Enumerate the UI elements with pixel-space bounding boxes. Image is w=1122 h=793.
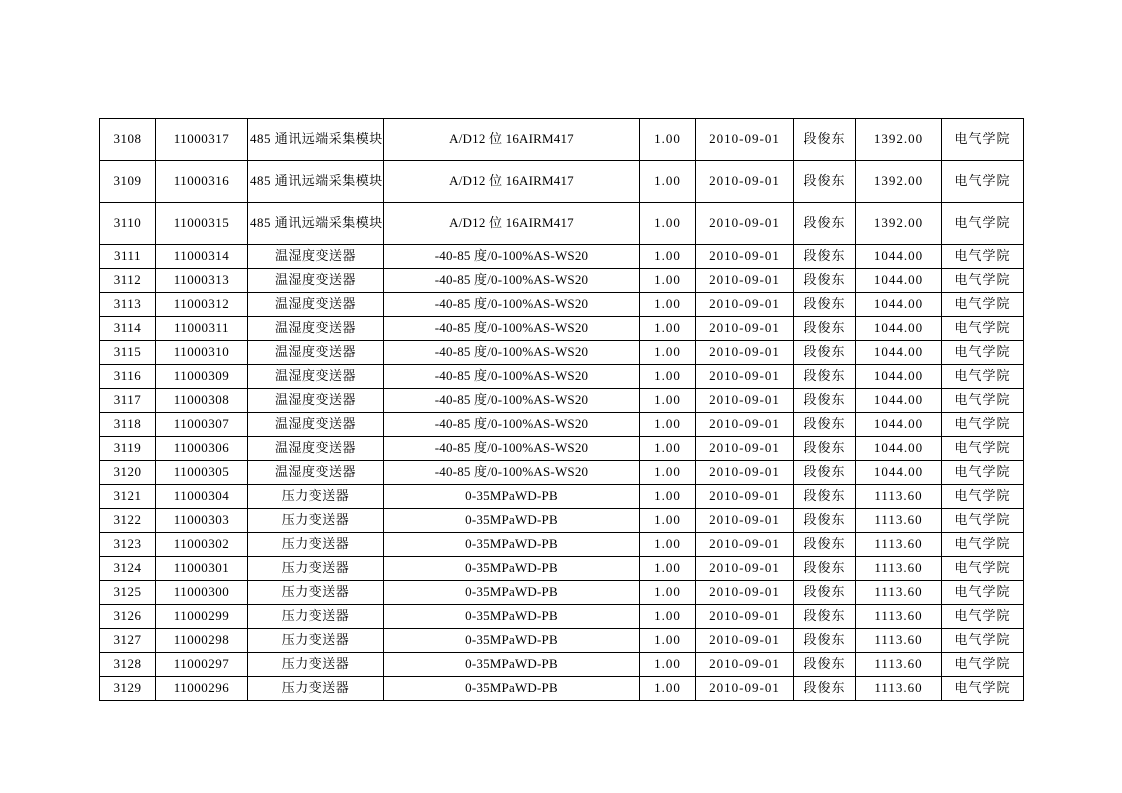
cell-value: 1113.60: [856, 677, 942, 701]
cell-asset-code: 11000311: [156, 317, 248, 341]
cell-quantity: 1.00: [640, 269, 696, 293]
cell-asset-code: 11000304: [156, 485, 248, 509]
cell-user: 段俊东: [794, 269, 856, 293]
cell-user: 段俊东: [794, 557, 856, 581]
cell-user: 段俊东: [794, 581, 856, 605]
cell-quantity: 1.00: [640, 485, 696, 509]
table-row: [100, 461, 1024, 485]
cell-index: 3122: [100, 509, 156, 533]
cell-date: 2010-09-01: [696, 203, 794, 245]
cell-asset-code: 11000313: [156, 269, 248, 293]
cell-quantity: 1.00: [640, 461, 696, 485]
cell-index: 3125: [100, 581, 156, 605]
cell-index: 3110: [100, 203, 156, 245]
cell-index: 3109: [100, 161, 156, 203]
cell-quantity: 1.00: [640, 533, 696, 557]
cell-spec: 0-35MPaWD-PB: [384, 629, 640, 653]
cell-spec: 0-35MPaWD-PB: [384, 653, 640, 677]
cell-department: 电气学院: [942, 557, 1024, 581]
cell-value: 1113.60: [856, 557, 942, 581]
cell-spec: A/D12 位 16AIRM417: [384, 161, 640, 203]
cell-asset-code: 11000312: [156, 293, 248, 317]
cell-department: 电气学院: [942, 365, 1024, 389]
cell-department: 电气学院: [942, 341, 1024, 365]
cell-quantity: 1.00: [640, 365, 696, 389]
cell-user: 段俊东: [794, 245, 856, 269]
cell-value: 1113.60: [856, 653, 942, 677]
cell-spec: 0-35MPaWD-PB: [384, 533, 640, 557]
cell-quantity: 1.00: [640, 581, 696, 605]
asset-table-container: [99, 118, 1023, 701]
cell-name: 485 通讯远端采集模块: [248, 203, 384, 245]
cell-date: 2010-09-01: [696, 293, 794, 317]
cell-quantity: 1.00: [640, 413, 696, 437]
cell-asset-code: 11000314: [156, 245, 248, 269]
cell-value: 1113.60: [856, 581, 942, 605]
cell-department: 电气学院: [942, 269, 1024, 293]
table-row: [100, 509, 1024, 533]
cell-department: 电气学院: [942, 581, 1024, 605]
table-row: [100, 413, 1024, 437]
cell-user: 段俊东: [794, 533, 856, 557]
cell-index: 3115: [100, 341, 156, 365]
cell-index: 3111: [100, 245, 156, 269]
cell-name: 485 通讯远端采集模块: [248, 161, 384, 203]
cell-value: 1113.60: [856, 509, 942, 533]
cell-user: 段俊东: [794, 161, 856, 203]
cell-index: 3119: [100, 437, 156, 461]
cell-spec: A/D12 位 16AIRM417: [384, 119, 640, 161]
cell-date: 2010-09-01: [696, 119, 794, 161]
cell-date: 2010-09-01: [696, 509, 794, 533]
cell-asset-code: 11000306: [156, 437, 248, 461]
cell-asset-code: 11000300: [156, 581, 248, 605]
table-row: [100, 677, 1024, 701]
cell-index: 3126: [100, 605, 156, 629]
cell-name: 温湿度变送器: [248, 365, 384, 389]
cell-quantity: 1.00: [640, 245, 696, 269]
cell-name: 压力变送器: [248, 605, 384, 629]
table-row: [100, 317, 1024, 341]
cell-asset-code: 11000302: [156, 533, 248, 557]
cell-name: 压力变送器: [248, 485, 384, 509]
cell-date: 2010-09-01: [696, 533, 794, 557]
cell-name: 压力变送器: [248, 557, 384, 581]
cell-name: 压力变送器: [248, 533, 384, 557]
cell-spec: -40-85 度/0-100%AS-WS20: [384, 245, 640, 269]
cell-asset-code: 11000317: [156, 119, 248, 161]
cell-spec: 0-35MPaWD-PB: [384, 677, 640, 701]
cell-user: 段俊东: [794, 119, 856, 161]
table-row: [100, 485, 1024, 509]
asset-table: [99, 118, 1024, 701]
cell-index: 3120: [100, 461, 156, 485]
table-row: [100, 629, 1024, 653]
cell-spec: A/D12 位 16AIRM417: [384, 203, 640, 245]
cell-spec: -40-85 度/0-100%AS-WS20: [384, 317, 640, 341]
cell-date: 2010-09-01: [696, 581, 794, 605]
cell-value: 1044.00: [856, 413, 942, 437]
cell-department: 电气学院: [942, 161, 1024, 203]
cell-user: 段俊东: [794, 437, 856, 461]
cell-spec: -40-85 度/0-100%AS-WS20: [384, 437, 640, 461]
cell-user: 段俊东: [794, 653, 856, 677]
cell-value: 1392.00: [856, 203, 942, 245]
cell-asset-code: 11000298: [156, 629, 248, 653]
cell-name: 485 通讯远端采集模块: [248, 119, 384, 161]
cell-user: 段俊东: [794, 293, 856, 317]
cell-index: 3112: [100, 269, 156, 293]
cell-department: 电气学院: [942, 293, 1024, 317]
cell-user: 段俊东: [794, 389, 856, 413]
cell-department: 电气学院: [942, 605, 1024, 629]
table-row: [100, 653, 1024, 677]
cell-user: 段俊东: [794, 605, 856, 629]
cell-user: 段俊东: [794, 677, 856, 701]
cell-index: 3124: [100, 557, 156, 581]
cell-asset-code: 11000305: [156, 461, 248, 485]
cell-value: 1044.00: [856, 365, 942, 389]
cell-asset-code: 11000301: [156, 557, 248, 581]
table-row: [100, 605, 1024, 629]
cell-asset-code: 11000299: [156, 605, 248, 629]
table-row: [100, 365, 1024, 389]
table-row: [100, 119, 1024, 161]
cell-asset-code: 11000309: [156, 365, 248, 389]
cell-index: 3128: [100, 653, 156, 677]
cell-date: 2010-09-01: [696, 413, 794, 437]
cell-value: 1044.00: [856, 437, 942, 461]
cell-name: 温湿度变送器: [248, 293, 384, 317]
cell-date: 2010-09-01: [696, 437, 794, 461]
cell-value: 1113.60: [856, 629, 942, 653]
cell-spec: 0-35MPaWD-PB: [384, 485, 640, 509]
cell-value: 1044.00: [856, 317, 942, 341]
cell-department: 电气学院: [942, 413, 1024, 437]
cell-user: 段俊东: [794, 629, 856, 653]
cell-value: 1392.00: [856, 161, 942, 203]
cell-department: 电气学院: [942, 317, 1024, 341]
cell-department: 电气学院: [942, 245, 1024, 269]
cell-name: 温湿度变送器: [248, 413, 384, 437]
cell-date: 2010-09-01: [696, 653, 794, 677]
cell-spec: 0-35MPaWD-PB: [384, 557, 640, 581]
cell-date: 2010-09-01: [696, 365, 794, 389]
cell-index: 3121: [100, 485, 156, 509]
cell-spec: 0-35MPaWD-PB: [384, 605, 640, 629]
cell-date: 2010-09-01: [696, 245, 794, 269]
cell-user: 段俊东: [794, 317, 856, 341]
table-row: [100, 533, 1024, 557]
cell-value: 1044.00: [856, 269, 942, 293]
cell-asset-code: 11000307: [156, 413, 248, 437]
cell-index: 3129: [100, 677, 156, 701]
cell-spec: 0-35MPaWD-PB: [384, 581, 640, 605]
cell-quantity: 1.00: [640, 119, 696, 161]
cell-department: 电气学院: [942, 677, 1024, 701]
cell-index: 3127: [100, 629, 156, 653]
cell-name: 温湿度变送器: [248, 269, 384, 293]
cell-name: 压力变送器: [248, 677, 384, 701]
cell-asset-code: 11000297: [156, 653, 248, 677]
cell-spec: -40-85 度/0-100%AS-WS20: [384, 293, 640, 317]
table-row: [100, 269, 1024, 293]
cell-name: 压力变送器: [248, 653, 384, 677]
cell-date: 2010-09-01: [696, 461, 794, 485]
cell-user: 段俊东: [794, 203, 856, 245]
cell-asset-code: 11000316: [156, 161, 248, 203]
cell-date: 2010-09-01: [696, 605, 794, 629]
cell-value: 1044.00: [856, 293, 942, 317]
cell-quantity: 1.00: [640, 509, 696, 533]
cell-spec: 0-35MPaWD-PB: [384, 509, 640, 533]
table-row: [100, 581, 1024, 605]
cell-index: 3114: [100, 317, 156, 341]
cell-name: 温湿度变送器: [248, 389, 384, 413]
cell-index: 3116: [100, 365, 156, 389]
cell-quantity: 1.00: [640, 161, 696, 203]
cell-user: 段俊东: [794, 413, 856, 437]
cell-quantity: 1.00: [640, 629, 696, 653]
cell-name: 温湿度变送器: [248, 437, 384, 461]
cell-spec: -40-85 度/0-100%AS-WS20: [384, 269, 640, 293]
cell-user: 段俊东: [794, 365, 856, 389]
asset-table-body: [100, 119, 1024, 701]
cell-value: 1044.00: [856, 341, 942, 365]
cell-value: 1044.00: [856, 389, 942, 413]
table-row: [100, 389, 1024, 413]
cell-spec: -40-85 度/0-100%AS-WS20: [384, 341, 640, 365]
cell-asset-code: 11000296: [156, 677, 248, 701]
cell-date: 2010-09-01: [696, 317, 794, 341]
cell-quantity: 1.00: [640, 293, 696, 317]
cell-name: 压力变送器: [248, 629, 384, 653]
cell-index: 3117: [100, 389, 156, 413]
cell-date: 2010-09-01: [696, 677, 794, 701]
cell-date: 2010-09-01: [696, 629, 794, 653]
cell-date: 2010-09-01: [696, 557, 794, 581]
cell-spec: -40-85 度/0-100%AS-WS20: [384, 365, 640, 389]
cell-spec: -40-85 度/0-100%AS-WS20: [384, 413, 640, 437]
table-row: [100, 437, 1024, 461]
cell-value: 1113.60: [856, 605, 942, 629]
cell-date: 2010-09-01: [696, 161, 794, 203]
cell-department: 电气学院: [942, 653, 1024, 677]
cell-department: 电气学院: [942, 389, 1024, 413]
cell-name: 温湿度变送器: [248, 341, 384, 365]
cell-date: 2010-09-01: [696, 341, 794, 365]
cell-index: 3123: [100, 533, 156, 557]
cell-value: 1113.60: [856, 533, 942, 557]
cell-quantity: 1.00: [640, 437, 696, 461]
table-row: [100, 557, 1024, 581]
cell-name: 压力变送器: [248, 509, 384, 533]
table-row: [100, 245, 1024, 269]
cell-name: 温湿度变送器: [248, 317, 384, 341]
cell-date: 2010-09-01: [696, 389, 794, 413]
cell-department: 电气学院: [942, 629, 1024, 653]
cell-value: 1392.00: [856, 119, 942, 161]
cell-department: 电气学院: [942, 509, 1024, 533]
table-row: [100, 203, 1024, 245]
cell-asset-code: 11000303: [156, 509, 248, 533]
cell-department: 电气学院: [942, 437, 1024, 461]
table-row: [100, 341, 1024, 365]
cell-asset-code: 11000315: [156, 203, 248, 245]
cell-department: 电气学院: [942, 203, 1024, 245]
cell-department: 电气学院: [942, 461, 1024, 485]
cell-quantity: 1.00: [640, 389, 696, 413]
cell-spec: -40-85 度/0-100%AS-WS20: [384, 461, 640, 485]
cell-index: 3113: [100, 293, 156, 317]
cell-quantity: 1.00: [640, 557, 696, 581]
table-row: [100, 293, 1024, 317]
cell-quantity: 1.00: [640, 605, 696, 629]
cell-name: 温湿度变送器: [248, 245, 384, 269]
cell-value: 1044.00: [856, 245, 942, 269]
cell-value: 1113.60: [856, 485, 942, 509]
cell-user: 段俊东: [794, 461, 856, 485]
table-row: [100, 161, 1024, 203]
cell-value: 1044.00: [856, 461, 942, 485]
cell-quantity: 1.00: [640, 317, 696, 341]
cell-asset-code: 11000310: [156, 341, 248, 365]
cell-department: 电气学院: [942, 533, 1024, 557]
cell-quantity: 1.00: [640, 677, 696, 701]
cell-date: 2010-09-01: [696, 485, 794, 509]
cell-index: 3108: [100, 119, 156, 161]
cell-quantity: 1.00: [640, 203, 696, 245]
cell-name: 温湿度变送器: [248, 461, 384, 485]
cell-quantity: 1.00: [640, 341, 696, 365]
cell-user: 段俊东: [794, 341, 856, 365]
cell-index: 3118: [100, 413, 156, 437]
cell-user: 段俊东: [794, 509, 856, 533]
cell-date: 2010-09-01: [696, 269, 794, 293]
cell-department: 电气学院: [942, 119, 1024, 161]
cell-asset-code: 11000308: [156, 389, 248, 413]
cell-department: 电气学院: [942, 485, 1024, 509]
cell-name: 压力变送器: [248, 581, 384, 605]
cell-spec: -40-85 度/0-100%AS-WS20: [384, 389, 640, 413]
cell-quantity: 1.00: [640, 653, 696, 677]
cell-user: 段俊东: [794, 485, 856, 509]
